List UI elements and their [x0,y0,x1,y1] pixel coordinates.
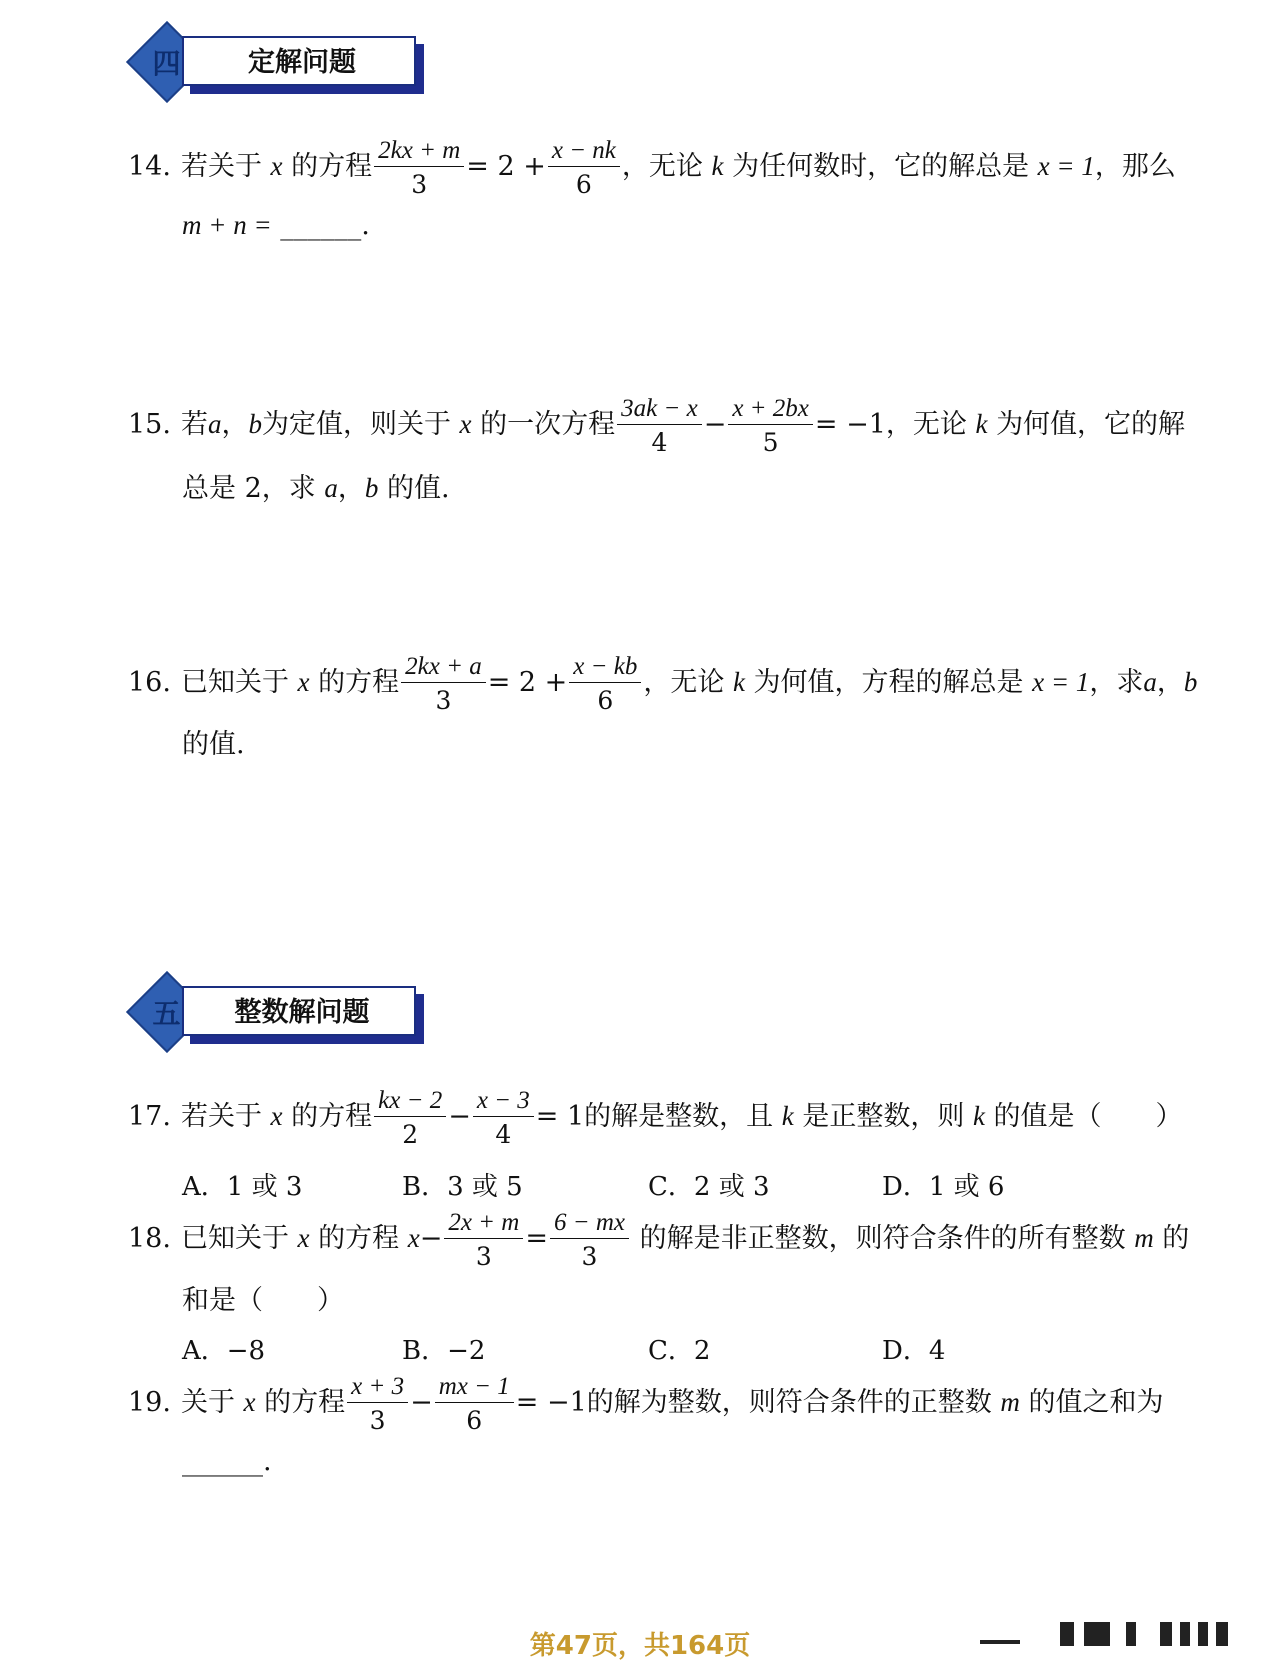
question-text: 的方程 [291,151,373,182]
fraction-denominator: 6 [597,686,614,715]
fraction-denominator: 6 [575,170,592,199]
section-title: 整数解问题 [234,997,370,1028]
variable-x: x [459,409,472,439]
fraction-denominator: 3 [435,686,452,715]
question-text: 的方程 [291,1101,373,1132]
question-19 [128,1374,1163,1433]
fraction-numerator: x + 3 [347,1374,408,1403]
operator: − [703,409,727,440]
variable-k: k [972,1101,985,1131]
punctuation: ， [1156,667,1184,698]
watermark-mark [980,1640,1020,1644]
question-15 [128,396,1185,455]
page-footer: 第47页，共164页 [529,1631,751,1661]
question-18 [128,1210,1189,1269]
solution-expression: x = 1 [1032,667,1090,697]
question-text: 的值. [386,473,450,504]
punctuation: . [361,210,370,241]
fraction-denominator: 5 [762,428,779,457]
watermark-mark [1216,1622,1228,1646]
question-text: 为任何数时，它的解总是 [732,151,1030,182]
fraction-denominator: 4 [651,428,668,457]
question-text: ，求 [1089,667,1144,698]
variable-b: b [364,473,379,503]
question-text: 若关于 [180,1101,262,1132]
fraction [569,654,641,713]
question-14-line-2 [182,210,370,241]
question-16-line-2 [182,722,245,761]
variable-b: b [1183,667,1198,697]
section-header-5 [130,974,430,1054]
question-text: ，无论 [885,409,967,440]
question-text: 的值之和为 [1028,1387,1164,1418]
fraction [444,1210,523,1269]
question-text: 的值. [182,729,245,760]
fraction-denominator: 3 [411,170,428,199]
fraction [401,654,486,713]
fraction-numerator: 2kx + m [374,138,464,167]
question-text: 的解是整数，且 [584,1101,774,1132]
variable-k: k [781,1101,794,1131]
answer-blank: ______ [280,210,362,241]
variable-k: k [732,667,745,697]
fraction-numerator: x + 2bx [728,396,813,425]
variable-x: x [270,1101,283,1131]
punctuation: ， [221,409,249,440]
question-text: 的解为整数，则符合条件的正整数 [586,1387,992,1418]
expression: m + n = [182,210,272,240]
question-text: 为何值，方程的解总是 [753,667,1024,698]
fraction-denominator: 6 [466,1406,483,1435]
variable-a: a [207,409,222,439]
equation-text: = −1 [515,1387,587,1418]
variable-x: x [407,1223,420,1253]
question-text: 的方程 [318,667,400,698]
operator: − [448,1101,471,1132]
question-text: 已知关于 [180,667,289,698]
question-17 [128,1088,1183,1147]
watermark-mark [1126,1622,1136,1646]
fraction [617,396,702,455]
watermark-mark [1160,1622,1172,1646]
variable-x: x [270,151,283,181]
question-text: 和是（ ） [182,1285,344,1316]
fraction [473,1088,534,1147]
fraction [435,1374,514,1433]
section-numeral: 五 [152,997,182,1030]
fraction-numerator: 2x + m [444,1210,523,1239]
variable-x: x [297,1223,310,1253]
variable-m: m [1000,1387,1020,1417]
option-c[interactable]: C．2 或 3 [648,1172,770,1202]
variable-m: m [1134,1223,1154,1253]
option-a[interactable]: A．1 或 3 [182,1172,303,1202]
fraction-denominator: 3 [369,1406,386,1435]
fraction [347,1374,408,1433]
question-text: 总是 2，求 [182,473,316,504]
variable-k: k [975,409,988,439]
fraction-denominator: 3 [475,1242,492,1271]
fraction-numerator: 6 − mx [550,1210,629,1239]
variable-x: x [243,1387,256,1417]
question-text: ，无论 [643,667,725,698]
fraction-numerator: mx − 1 [435,1374,514,1403]
operator: − [410,1387,433,1418]
question-text: 的一次方程 [480,409,616,440]
option-a[interactable]: A．−8 [182,1336,266,1366]
options-17 [182,1166,1142,1200]
question-text: 的方程 [264,1387,346,1418]
equation-text: = −1 [814,409,886,440]
option-d[interactable]: D．1 或 6 [882,1172,1005,1202]
fraction [374,1088,446,1147]
question-text: 为定值，则关于 [261,409,451,440]
fraction [548,138,620,197]
fraction [728,396,813,455]
question-text: 是正整数，则 [802,1101,965,1132]
answer-blank: ______ [182,1446,263,1477]
question-text: 为何值，它的解 [996,409,1186,440]
section-title: 定解问题 [248,47,356,78]
equation-text: = 2 + [487,667,568,698]
fraction [374,138,464,197]
option-b[interactable]: B．−2 [402,1336,486,1366]
punctuation: . [263,1446,272,1477]
question-number: 15. [128,409,171,440]
fraction [550,1210,629,1269]
fraction-numerator: 3ak − x [617,396,702,425]
question-text: ，那么 [1094,151,1176,182]
fraction-denominator: 2 [402,1120,419,1149]
question-number: 17. [128,1101,171,1132]
variable-k: k [711,151,724,181]
question-text: 的 [1162,1223,1190,1254]
question-number: 18. [128,1223,171,1254]
question-number: 16. [128,667,171,698]
options-18 [182,1330,1142,1364]
question-number: 14. [128,151,171,182]
question-18-line-2 [182,1278,344,1317]
fraction-numerator: kx − 2 [374,1088,446,1117]
option-d[interactable]: D．4 [882,1336,946,1366]
question-16 [128,654,1197,713]
question-text: 的解是非正整数，则符合条件的所有整数 [639,1223,1126,1254]
solution-expression: x = 1 [1037,151,1095,181]
fraction-numerator: x − nk [548,138,620,167]
variable-a: a [1143,667,1157,697]
operator: − [419,1223,443,1254]
punctuation: ， [337,473,365,504]
question-text: 的值是（ ） [993,1101,1183,1132]
fraction-numerator: x − kb [569,654,641,683]
fraction-numerator: x − 3 [473,1088,534,1117]
question-text: 的方程 [318,1223,400,1254]
question-text: 若 [180,409,208,440]
watermark-mark [1180,1622,1190,1646]
section-header-4 [130,24,430,104]
question-text: 已知关于 [180,1223,289,1254]
watermark-mark [1084,1622,1110,1646]
option-c[interactable]: C．2 [648,1336,711,1366]
fraction-denominator: 3 [581,1242,598,1271]
question-text: 关于 [180,1387,235,1418]
fraction-denominator: 4 [495,1120,512,1149]
option-b[interactable]: B．3 或 5 [402,1172,523,1202]
watermark-mark [1198,1622,1208,1646]
variable-b: b [248,409,262,439]
question-15-line-2 [182,466,450,505]
equation-text: = 1 [535,1101,585,1132]
question-number: 19. [128,1387,171,1418]
watermark-mark [1060,1622,1074,1646]
question-14 [128,138,1176,197]
variable-a: a [324,473,338,503]
section-numeral: 四 [152,47,182,80]
equation-text: = 2 + [466,151,546,182]
question-19-line-2 [182,1446,272,1477]
question-text: ，无论 [621,151,703,182]
variable-x: x [297,667,310,697]
question-text: 若关于 [180,151,262,182]
fraction-numerator: 2kx + a [401,654,486,683]
equation-text: = [525,1223,548,1254]
